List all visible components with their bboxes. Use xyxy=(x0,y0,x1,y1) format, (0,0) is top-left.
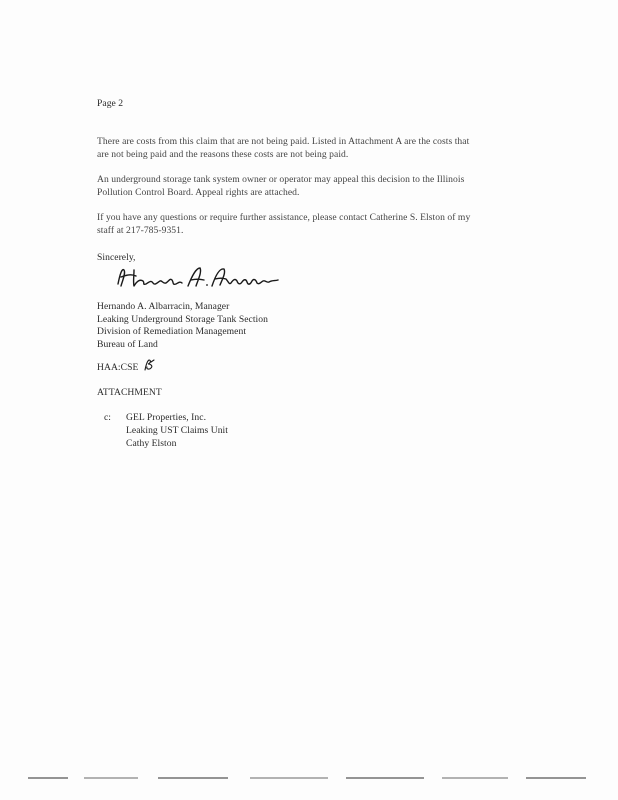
reference-initials: HAA:CSE xyxy=(97,362,139,373)
page-label: Page 2 xyxy=(97,98,124,109)
handwritten-signature xyxy=(112,264,282,292)
paragraph-contact-line-1: If you have any questions or require further assistance, please contact Catherine S. Elston of my xyxy=(97,212,471,223)
paragraph-costs-line-2: are not being paid and the reasons these costs are not being paid. xyxy=(97,149,349,160)
scan-edge-artifact xyxy=(28,776,588,780)
paragraph-appeal-line-2: Pollution Control Board. Appeal rights are attached. xyxy=(97,187,300,198)
cc-label: c: xyxy=(104,412,112,423)
paragraph-costs-line-1: There are costs from this claim that are not being paid. Listed in Attachment A are the costs that xyxy=(97,136,470,147)
handwritten-initial-mark xyxy=(142,358,156,372)
salutation: Sincerely, xyxy=(97,252,136,263)
cc-recipient: GEL Properties, Inc. xyxy=(126,412,207,423)
paragraph-contact-line-2: staff at 217-785-9351. xyxy=(97,225,184,236)
signatory-name-title: Hernando A. Albarracin, Manager xyxy=(97,301,230,312)
signatory-division: Division of Remediation Management xyxy=(97,326,247,337)
cc-recipient: Cathy Elston xyxy=(126,438,177,449)
signatory-section: Leaking Underground Storage Tank Section xyxy=(97,314,268,325)
cc-recipient: Leaking UST Claims Unit xyxy=(126,425,228,436)
paragraph-appeal-line-1: An underground storage tank system owner or operator may appeal this decision to the Illinois xyxy=(97,174,465,185)
signatory-bureau: Bureau of Land xyxy=(97,339,158,350)
attachment-label: ATTACHMENT xyxy=(97,387,162,398)
